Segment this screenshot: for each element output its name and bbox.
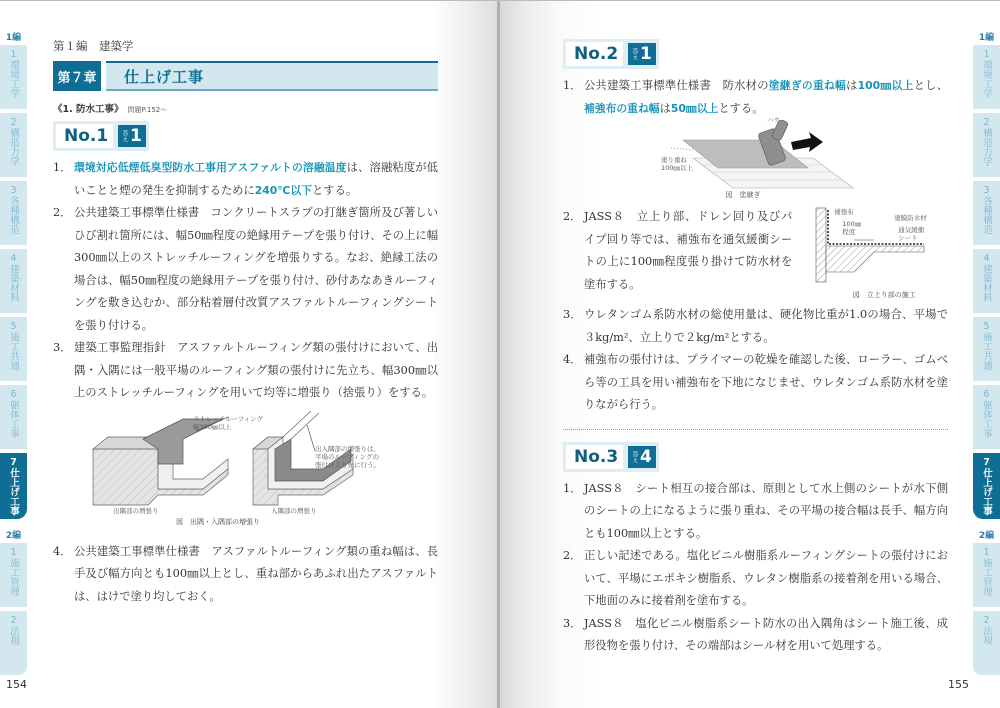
list-item: 3． JASS８ 塩化ビニル樹脂系シート防水の出入隅角はシート施工後、成形役物を張り付け、その端部はシール材を用いて処理する。 <box>563 616 948 652</box>
label-reinforcement-cloth: 補強布 <box>834 208 854 216</box>
label-100mm: 100㎜ 程度 <box>842 220 862 236</box>
explanation-list <box>53 157 438 405</box>
label-corner-note: 出入隅部の増張りは、 平場のルーフィングの 張付けより先に行う。 <box>315 444 380 469</box>
page-number-right: 155 <box>948 678 969 691</box>
question-badge-1 <box>53 121 149 151</box>
figure-overlap-coating <box>661 116 863 202</box>
question-badge-3 <box>563 442 659 472</box>
section-label: 《1. 防水工事》 問題P.152～ <box>53 104 168 115</box>
part-heading: 第１編 建築学 <box>53 39 134 53</box>
chapter-number: 第７章 <box>53 61 101 91</box>
right-content <box>563 39 948 658</box>
list-item: 3． ウレタンゴム系防水材の総使用量は、硬化物比重が1.0の場合、平場で３kg/m²、立上りで２kg/m²とする。 <box>563 308 948 344</box>
brush-diagram-icon <box>663 120 863 190</box>
answer-badge: 答え 1 <box>628 43 656 65</box>
part2-label: 2編 <box>5 531 22 541</box>
label-stretch-roofing: ストレッチルーフィング 幅300㎜以上 <box>193 414 264 431</box>
left-content <box>53 39 438 608</box>
side-tab-construction-management[interactable]: 1 施工管理 <box>973 543 1000 607</box>
explanation-list-3 <box>563 478 948 658</box>
side-tab-finishing-work[interactable]: 7 仕上げ工事 <box>0 453 27 519</box>
figure-caption: 図 出隅・入隅部の増張り <box>176 517 260 526</box>
side-tab-environment[interactable]: 1 環境工学 <box>973 45 1000 109</box>
list-item: 4． 補強布の張付けは、プライマーの乾燥を確認した後、ローラー、ゴムべら等の工具を用い補強布を下地になじませ、ウレタンゴム系防水材を塗りながら行う。 <box>563 353 948 411</box>
explanation-list-2c <box>563 304 948 417</box>
side-tab-structural-mechanics[interactable]: 2 構造力学 <box>0 113 27 177</box>
right-side-tabs <box>973 31 1000 679</box>
figure-caption: 図 立上り部の施工 <box>852 291 916 299</box>
item2-with-figure <box>563 206 948 302</box>
label-brush: ハケ <box>767 116 780 124</box>
question-number: No.3 <box>566 445 623 469</box>
label-overlap: 塗り重ね 100㎜以上 <box>661 156 693 172</box>
label-coating: 塗膜防水材 <box>894 214 927 222</box>
label-outer-corner: 出隅部の増張り <box>113 506 159 515</box>
left-side-tabs <box>0 31 27 679</box>
list-item: 4． 公共建築工事標準仕様書 アスファルトルーフィング類の重ね幅は、長手及び幅方向とも100㎜以上とし、重ね部からあふれ出たアスファルトは、はけで塗り均しておく。 <box>53 544 438 603</box>
side-tab-structures[interactable]: 3 各種構造 <box>973 181 1000 245</box>
part1-label: 1編 <box>978 33 995 43</box>
side-tab-materials[interactable]: 4 建築材料 <box>0 249 27 313</box>
side-tab-structural-mechanics[interactable]: 2 構造力学 <box>973 113 1000 177</box>
answer-badge: 答え 4 <box>628 446 656 468</box>
figure-upturn <box>814 206 948 302</box>
side-tab-frame-work[interactable]: 6 躯体工事 <box>973 385 1000 449</box>
answer-badge: 答え 1 <box>118 125 146 147</box>
explanation-list-cont <box>53 541 438 609</box>
list-item: 2． 正しい記述である。塩化ビニル樹脂系ルーフィングシートの張付けにおいて、平場にエポキシ樹脂系、ウレタン樹脂系の接着剤を用いる場合、下地面のみに接着剤を塗布する。 <box>563 549 948 607</box>
side-tab-environment[interactable]: 1 環境工学 <box>0 45 27 109</box>
left-page <box>0 1 500 708</box>
side-tab-laws[interactable]: 2 法規 <box>0 611 27 675</box>
side-tab-construction-common[interactable]: 5 施工共通 <box>0 317 27 381</box>
side-tab-structures[interactable]: 3 各種構造 <box>0 181 27 245</box>
side-tab-laws[interactable]: 2 法規 <box>973 611 1000 675</box>
answer-value: 1 <box>640 44 652 64</box>
explanation-list-2 <box>563 75 948 120</box>
question-number: No.1 <box>56 124 113 148</box>
list-item: 1． 公共建築工事標準仕様書 防水材の塗継ぎの重ね幅は100㎜以上とし、補強布の重ね幅は50㎜以上とする。 <box>563 79 948 115</box>
question-number: No.2 <box>566 42 623 66</box>
figure-corner-reinforcement <box>53 409 438 527</box>
side-tab-construction-management[interactable]: 1 施工管理 <box>0 543 27 607</box>
figure-caption: 図 塗継ぎ <box>725 191 761 199</box>
side-tab-construction-common[interactable]: 5 施工共通 <box>973 317 1000 381</box>
list-item: 3． 建築工事監理指針 アスファルトルーフィング類の張付けにおいて、出隅・入隅には一般平場のルーフィング類の張付けに先立ち、幅300㎜以上のストレッチルーフィングを用いて均等に増張り（捨張り）をする。 <box>53 341 438 399</box>
side-tab-materials[interactable]: 4 建築材料 <box>973 249 1000 313</box>
question-badge-2 <box>563 39 659 69</box>
side-tab-frame-work[interactable]: 6 躯体工事 <box>0 385 27 449</box>
list-item: 1． 環境対応低煙低臭型防水工事用アスファルトの溶融温度は、溶融粘度が低いことと煙の発生を抑制するために240℃以下とする。 <box>53 161 438 197</box>
section-divider <box>563 429 948 430</box>
answer-value: 1 <box>130 126 142 146</box>
side-tab-finishing-work[interactable]: 7 仕上げ工事 <box>973 453 1000 519</box>
list-item: 2． 公共建築工事標準仕様書 コンクリートスラブの打継ぎ箇所及び著しいひび割れ箇所には、幅50㎜程度の絶縁用テープを張り付け、その上に幅300㎜以上のストレッチルーフィングを増張りする。なお、絶縁工法の場合は、幅50㎜程度の絶縁用テープを張り付け、砂付あなあきルーフィングを敷き込むか、部分粘着層付改質アスファルトルーフィングシートを張り付ける。 <box>53 206 438 332</box>
page-number-left: 154 <box>6 678 27 691</box>
chapter-bar <box>53 61 438 91</box>
part1-label: 1編 <box>5 33 22 43</box>
answer-value: 4 <box>640 446 652 467</box>
label-inner-corner: 入隅部の増張り <box>271 506 317 515</box>
list-item: 2． JASS８ 立上り部、ドレン回り及びパイプ回り等では、補強布を通気緩衝シートの上に100㎜程度張り掛けて防水材を塗布する。 <box>563 210 793 291</box>
section-problem-ref: 問題P.152～ <box>127 106 168 114</box>
explanation-list-2b <box>563 206 792 302</box>
label-sheet: 通気緩衝 シート <box>898 226 925 242</box>
chapter-title: 仕上げ工事 <box>106 61 438 91</box>
list-item: 1． JASS８ シート相互の接合部は、原則として水上側のシートが水下側のシートの上になるように張り重ね、その平場の接合幅は長手、幅方向とも100㎜以上とする。 <box>563 481 948 540</box>
part2-label: 2編 <box>978 531 995 541</box>
